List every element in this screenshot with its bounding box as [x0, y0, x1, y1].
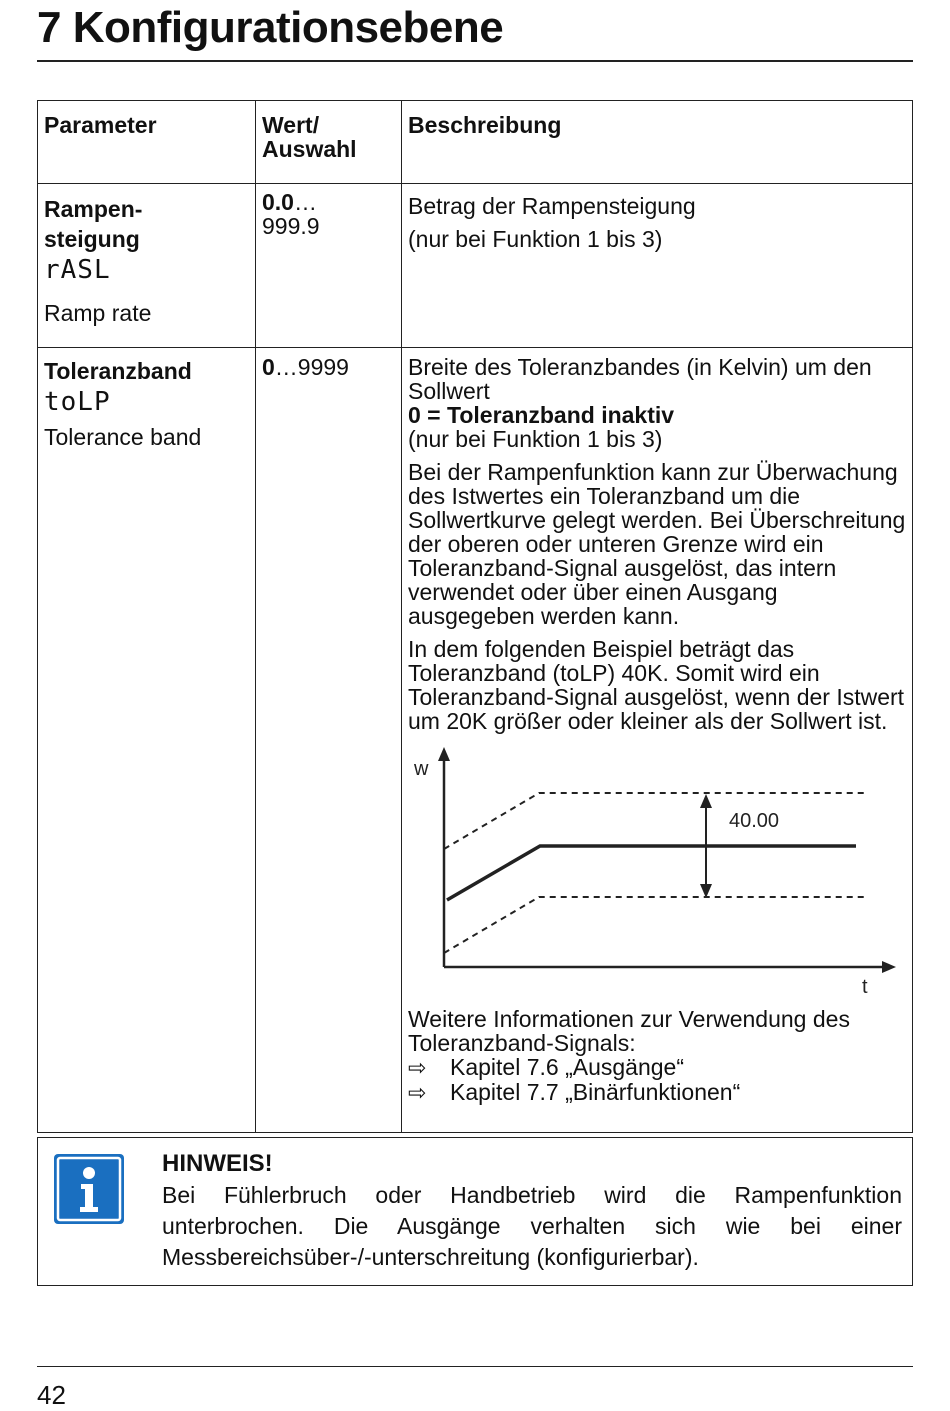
value-ellipsis: … — [293, 189, 317, 215]
page-title: 7 Konfigurationsebene — [37, 3, 504, 52]
header-value-line2: Auswahl — [262, 136, 357, 162]
description-text: Breite des Toleranzbandes (in Kelvin) um den Sollwert — [408, 354, 872, 404]
y-axis-arrow — [438, 747, 450, 761]
description-cell-ramp-rate — [402, 184, 913, 348]
upper-tolerance-line — [444, 793, 864, 849]
value-cell-tolerance-band — [256, 348, 402, 1133]
description-scope: (nur bei Funktion 1 bis 3) — [408, 426, 663, 452]
table-header-row — [38, 101, 913, 184]
x-axis-label: t — [862, 976, 868, 998]
value-start: 0 — [262, 354, 275, 380]
value-end: 999.9 — [262, 213, 320, 239]
description-more-info: Weitere Informationen zur Verwendung des Toleranzband-Signals: — [408, 1006, 850, 1056]
reference-link[interactable] — [408, 1055, 906, 1080]
arrow-right-icon: ⇨ — [408, 1055, 427, 1080]
description-inactive-note: 0 = Toleranzband inaktiv — [408, 402, 675, 428]
value-range: …9999 — [274, 354, 349, 380]
param-english-name: Tolerance band — [44, 424, 202, 450]
param-english-name: Ramp rate — [44, 300, 152, 326]
param-name-line2: steigung — [44, 226, 140, 252]
value-cell-ramp-rate — [256, 184, 402, 348]
description-scope: (nur bei Funktion 1 bis 3) — [408, 226, 663, 252]
param-cell-tolerance-band — [38, 348, 256, 1133]
header-parameter: Parameter — [38, 101, 256, 184]
description-example: In dem folgenden Beispiel beträgt das Toleranzband (toLP) 40K. Somit wird ein Toleranzband-Signal ausgelöst, wenn der Istwert um 20K größer oder kleiner als der Sollwert ist. — [408, 636, 905, 734]
param-name-line1: Rampen- — [44, 196, 143, 222]
arrow-right-icon: ⇨ — [408, 1080, 427, 1105]
footer-divider — [37, 1366, 913, 1367]
parameter-table — [37, 100, 913, 1133]
info-icon — [54, 1154, 124, 1224]
display-code: rASL — [44, 255, 111, 285]
value-start: 0.0 — [262, 189, 294, 215]
band-arrow-down — [700, 884, 712, 898]
page-number: 42 — [37, 1380, 66, 1410]
setpoint-curve — [447, 846, 856, 900]
header-description: Beschreibung — [402, 101, 913, 184]
description-text: Betrag der Rampensteigung — [408, 193, 696, 219]
header-value-line1: Wert/ — [262, 112, 320, 138]
x-axis-arrow — [882, 961, 896, 973]
table-row — [38, 184, 913, 348]
display-code: toLP — [44, 387, 111, 417]
note-text: Bei Fühlerbruch oder Handbetrieb wird die Rampenfunktion unterbrochen. Die Ausgänge verhalten sich wie bei einer Messbereichsüber-/-unterschreitung (konfigurierbar). — [162, 1182, 902, 1270]
param-name-line1: Toleranzband — [44, 358, 192, 384]
band-width-label: 40.00 — [729, 810, 780, 832]
note-heading: HINWEIS! — [162, 1150, 273, 1177]
tolerance-band-diagram — [406, 745, 901, 1007]
description-cell-tolerance-band — [402, 348, 913, 1133]
note-box — [37, 1137, 913, 1286]
param-cell-ramp-rate — [38, 184, 256, 348]
description-paragraph: Bei der Rampenfunktion kann zur Überwachung des Istwertes ein Toleranzband um die Sollwertkurve gelegt werden. Bei Überschreitung der oberen oder unteren Grenze wird ein Toleranzband-Signal ausgelöst, das intern verwendet oder über einen Ausgang ausgegeben werden kann. — [408, 459, 906, 629]
reference-link[interactable] — [408, 1080, 906, 1105]
reference-link-text: Kapitel 7.6 „Ausgänge“ — [450, 1054, 684, 1080]
title-divider — [37, 60, 913, 62]
header-value — [256, 101, 402, 184]
y-axis-label: w — [414, 758, 429, 780]
lower-tolerance-line — [444, 897, 864, 953]
reference-link-text: Kapitel 7.7 „Binärfunktionen“ — [450, 1079, 741, 1105]
table-row — [38, 348, 913, 1133]
band-arrow-up — [700, 794, 712, 808]
